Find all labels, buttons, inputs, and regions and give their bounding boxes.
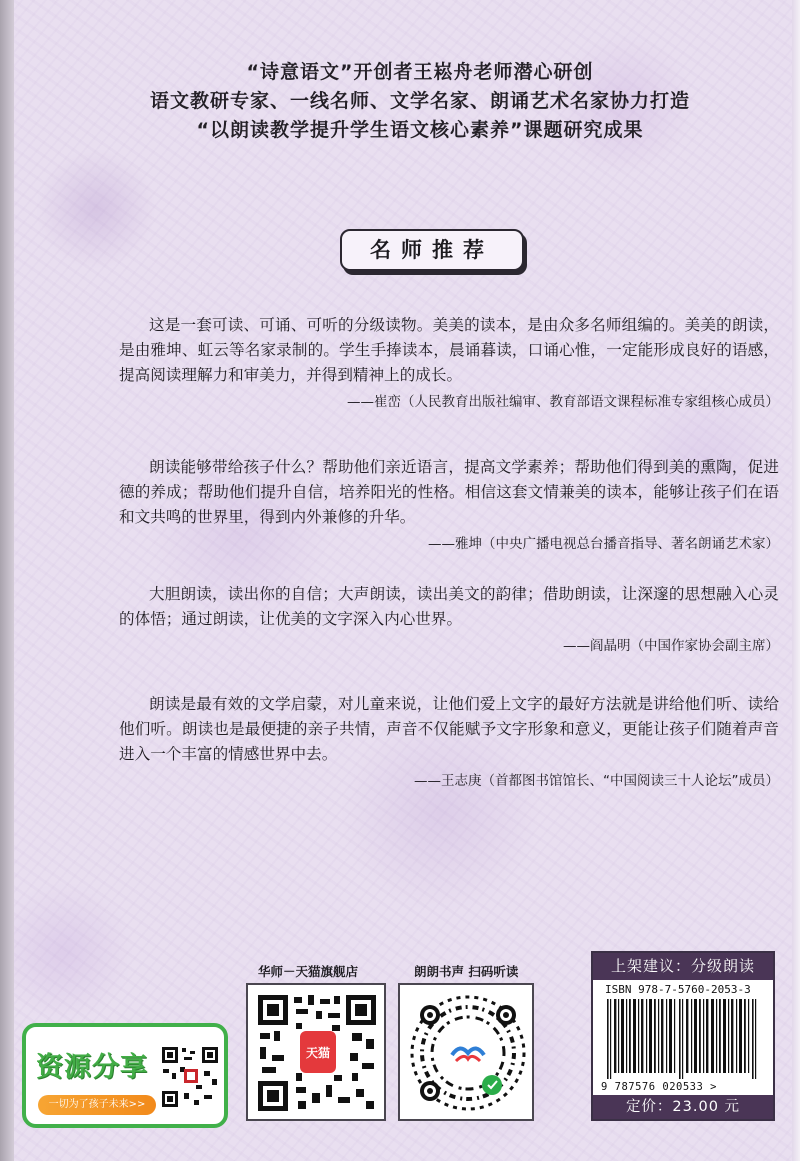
quote-block — [119, 582, 779, 658]
shelf-label: 上架建议：分级朗读 — [593, 953, 773, 980]
quote-block — [119, 455, 779, 556]
header-taglines — [40, 58, 800, 145]
page-edge — [792, 0, 800, 1161]
tagline-1: “诗意语文”开创者王崧舟老师潜心研创 — [246, 61, 594, 83]
quote-attribution: ——雅坤（中央广播电视总台播音指导、著名朗诵艺术家） — [428, 536, 779, 552]
tagline-2: 语文教研专家、一线名师、文学名家、朗诵艺术名家协力打造 — [149, 90, 690, 112]
section-title: 名师推荐 — [370, 237, 494, 262]
quote-attribution: ——阎晶明（中国作家协会副主席） — [563, 638, 779, 654]
section-title-box — [340, 229, 524, 271]
quote-text: 朗读能够带给孩子什么？帮助他们亲近语言，提高文学素养；帮助他们得到美的熏陶，促进德的养成；帮助他们提升自信，培养阳光的性格。相信这套文情兼美的读本，能够让孩子们在语和文共鸣的世界里，得到内外兼修的升华。 — [119, 458, 779, 526]
isbn-barcode-box — [591, 951, 775, 1121]
quote-text: 大胆朗读，读出你的自信；大声朗读，读出美文的韵律；借助朗读，让深邃的思想融入心灵的体悟；通过朗读，让优美的文字深入内心世界。 — [119, 585, 779, 628]
isbn-text: ISBN 978-7-5760-2053-3 — [605, 983, 751, 996]
spine-edge — [0, 0, 14, 1161]
quote-text: 朗读是最有效的文学启蒙，对儿童来说，让他们爱上文字的最好方法就是讲给他们听、读给他们听。朗读也是最便捷的亲子共情，声音不仅能赋予文字形象和意义，更能让孩子们随着声音进入一个丰富的情感世界中去。 — [119, 695, 779, 763]
barcode-digits: 9 787576 020533 > — [601, 1081, 717, 1093]
badge-slogan: 一切为了孩子未来>> — [38, 1095, 156, 1115]
quote-text: 这是一套可读、可诵、可听的分级读物。美美的读本，是由众多名师组编的。美美的朗读，是由雅坤、虹云等名家录制的。学生手捧读本，晨诵暮读，口诵心惟，一定能形成良好的语感，提高阅读理解力和审美力，并得到精神上的成长。 — [119, 316, 779, 384]
tmall-qr-label: 华师－天猫旗舰店 — [258, 964, 359, 979]
quote-block — [119, 692, 779, 793]
tmall-logo-text: 天猫 — [305, 1046, 331, 1060]
price-label: 定价：23.00 元 — [593, 1095, 773, 1119]
resource-share-badge[interactable] — [22, 1023, 228, 1128]
tmall-qr-code — [256, 993, 378, 1113]
badge-title: 资源分享 — [36, 1052, 148, 1083]
listen-qr-code — [408, 993, 528, 1113]
tagline-3: “以朗读教学提升学生语文核心素养”课题研究成果 — [196, 119, 644, 141]
badge-qr-code — [160, 1045, 220, 1109]
quote-attribution: ——王志庚（首都图书馆馆长、“中国阅读三十人论坛”成员） — [414, 773, 779, 789]
listen-qr-label: 朗朗书声 扫码听读 — [414, 964, 519, 979]
tmall-qr-card[interactable] — [246, 983, 386, 1121]
quote-attribution: ——崔峦（人民教育出版社编审、教育部语文课程标准专家组核心成员） — [347, 394, 779, 410]
barcode-bars — [605, 999, 763, 1079]
quote-block — [119, 313, 779, 414]
listen-qr-card[interactable] — [398, 983, 534, 1121]
